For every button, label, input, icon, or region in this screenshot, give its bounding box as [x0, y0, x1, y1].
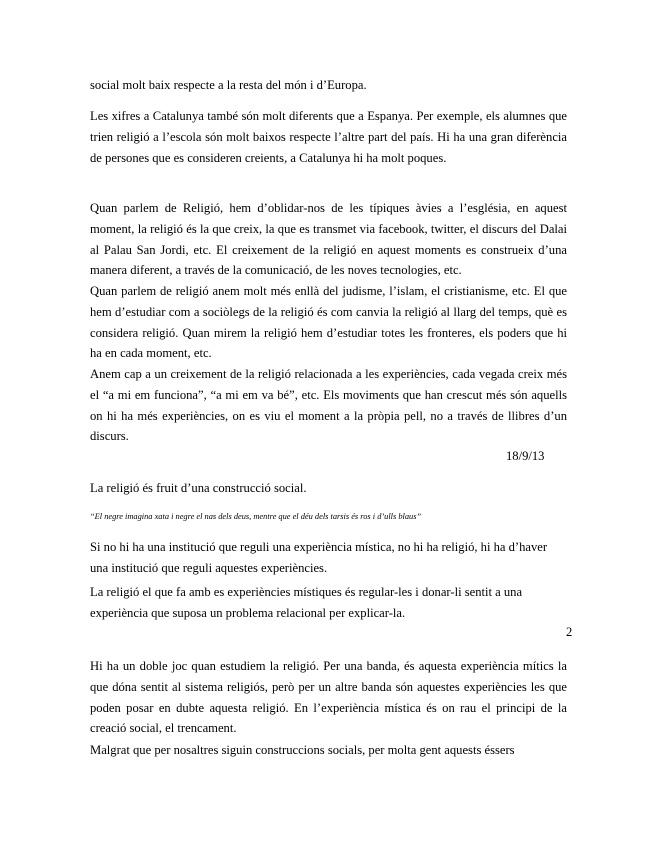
quote: “El negre imagina xata i negre el nas dels deus, mentre que el déu dels tarsis és ros i d’ulls blaus” [90, 512, 422, 521]
paragraph-7: Si no hi ha una institució que reguli una experiència mística, no hi ha religió, hi ha d’haver una institució que reguli aquestes experiències. [90, 540, 548, 575]
paragraph-1: social molt baix respecte a la resta del món i d’Europa. [90, 78, 367, 92]
paragraph-5: Anem cap a un creixement de la religió relacionada a les experiències, cada vegada creix més el “a mi em funciona”, “a mi em va bé”, etc. Els moviments que han crescut més són aquells on hi ha més experiències, on es viu el moment a la pròpia pell, no a través de llibres d’un discurs. [90, 367, 567, 444]
paragraph-3: Quan parlem de Religió, hem d’oblidar-nos de les típiques àvies a l’església, en aquest moment, la religió és la que creix, la que es transmet via facebook, twitter, el discurs del Dalai al Palau San Jordi, etc. El creixement de la religió en aquest moments es construeix d’una manera diferent, a través de la comunicació, de les noves tecnologies, etc. [90, 201, 567, 278]
paragraph-4: Quan parlem de religió anem molt més enllà del judisme, l’islam, el cristianisme, etc. El que hem d’estudiar com a sociòlegs de la religió és com canvia la religió al llarg del temps, què es considera religió. Quan mirem la religió hem d’estudiar totes les fronteres, els poders que hi ha en cada moment, etc. [90, 284, 567, 361]
date: 18/9/13 [506, 449, 545, 463]
paragraph-8: La religió el que fa amb es experiències místiques és regular-les i donar-li sentit a una experiència que suposa un problema relacional per explicar-la. [90, 585, 523, 620]
paragraph-2: Les xifres a Catalunya també són molt diferents que a Espanya. Per exemple, els alumnes que trien religió a l’escola són molt baixos respecte l’altre part del país. Hi ha una gran diferència de persones que es consideren creients, a Catalunya hi ha molt poques. [90, 109, 567, 165]
paragraph-6: La religió és fruit d’una construcció social. [90, 481, 307, 495]
page-number: 2 [566, 625, 573, 639]
paragraph-10: Malgrat que per nosaltres siguin construccions socials, per molta gent aquests éssers [90, 743, 515, 757]
paragraph-9: Hi ha un doble joc quan estudiem la religió. Per una banda, és aquesta experiència mítics la que dóna sentit al sistema religiós, però per un altre banda són aquestes experiències les que poden posar en dubte aquesta religió. En l’experiència mística és on rau el principi de la creació social, el trencament. [90, 659, 567, 736]
